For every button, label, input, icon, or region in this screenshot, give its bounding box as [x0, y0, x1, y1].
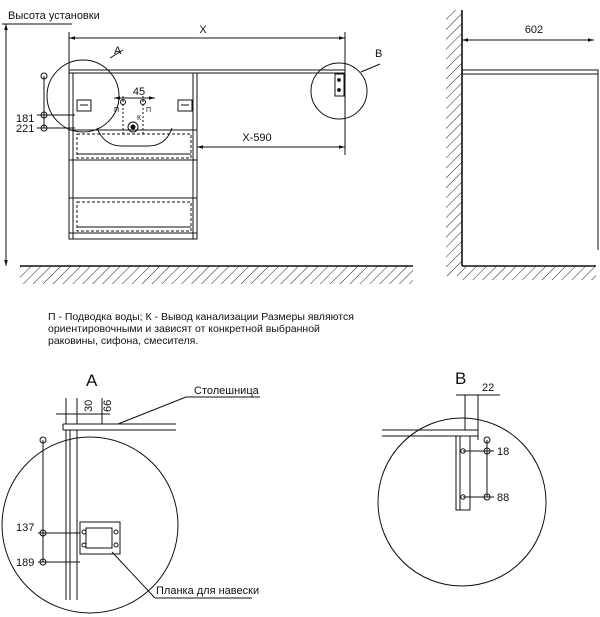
bracket-label: Планка для навески: [156, 585, 260, 597]
dim-22-label: 22: [482, 382, 495, 394]
detail-a-title: A: [86, 371, 98, 390]
detail-b: [378, 395, 546, 586]
dim-88-label: 88: [497, 492, 510, 504]
dim-66-label: 66: [102, 399, 114, 412]
front-view-labels: [8, 10, 382, 144]
mark-p-left: П: [114, 107, 120, 114]
dim-30-label: 30: [83, 399, 95, 412]
wall-hatch: [446, 10, 462, 276]
dim-137-label: 137: [16, 522, 35, 534]
dim-189-label: 189: [16, 557, 35, 569]
dim-45-label: 45: [132, 86, 146, 98]
callout-b-label: B: [375, 48, 383, 60]
side-countertop: [462, 70, 598, 74]
height-label: Высота установки: [8, 10, 100, 22]
mark-p-right: П: [146, 107, 152, 114]
callout-a-label: A: [114, 45, 122, 57]
countertop-label: Столешница: [194, 385, 259, 397]
dim-x590-label: X-590: [242, 132, 272, 144]
sink-bowl: [97, 128, 172, 146]
detail-a-labels: [16, 371, 260, 597]
side-floor-hatch: [462, 266, 596, 280]
dim-221-label: 221: [16, 123, 35, 135]
width-label: X: [199, 24, 207, 36]
side-view: [446, 10, 598, 280]
floor-hatch: [20, 266, 413, 284]
detail-b-title: B: [455, 369, 467, 388]
detail-a: [2, 397, 260, 613]
depth-label: 602: [524, 24, 544, 36]
dim-181-label: 181: [16, 113, 35, 125]
front-view: [2, 24, 413, 284]
dim-18-label: 18: [497, 446, 510, 458]
detail-b-circle: [378, 418, 546, 586]
legend-note: П - Подводка воды; К - Вывод канализации Размеры являются ориентировочными и зависят от конкретной выбранной раковины, сифона, смесителя.: [48, 311, 354, 347]
callout-circle-a: [47, 60, 119, 132]
mark-k: К: [137, 115, 142, 122]
